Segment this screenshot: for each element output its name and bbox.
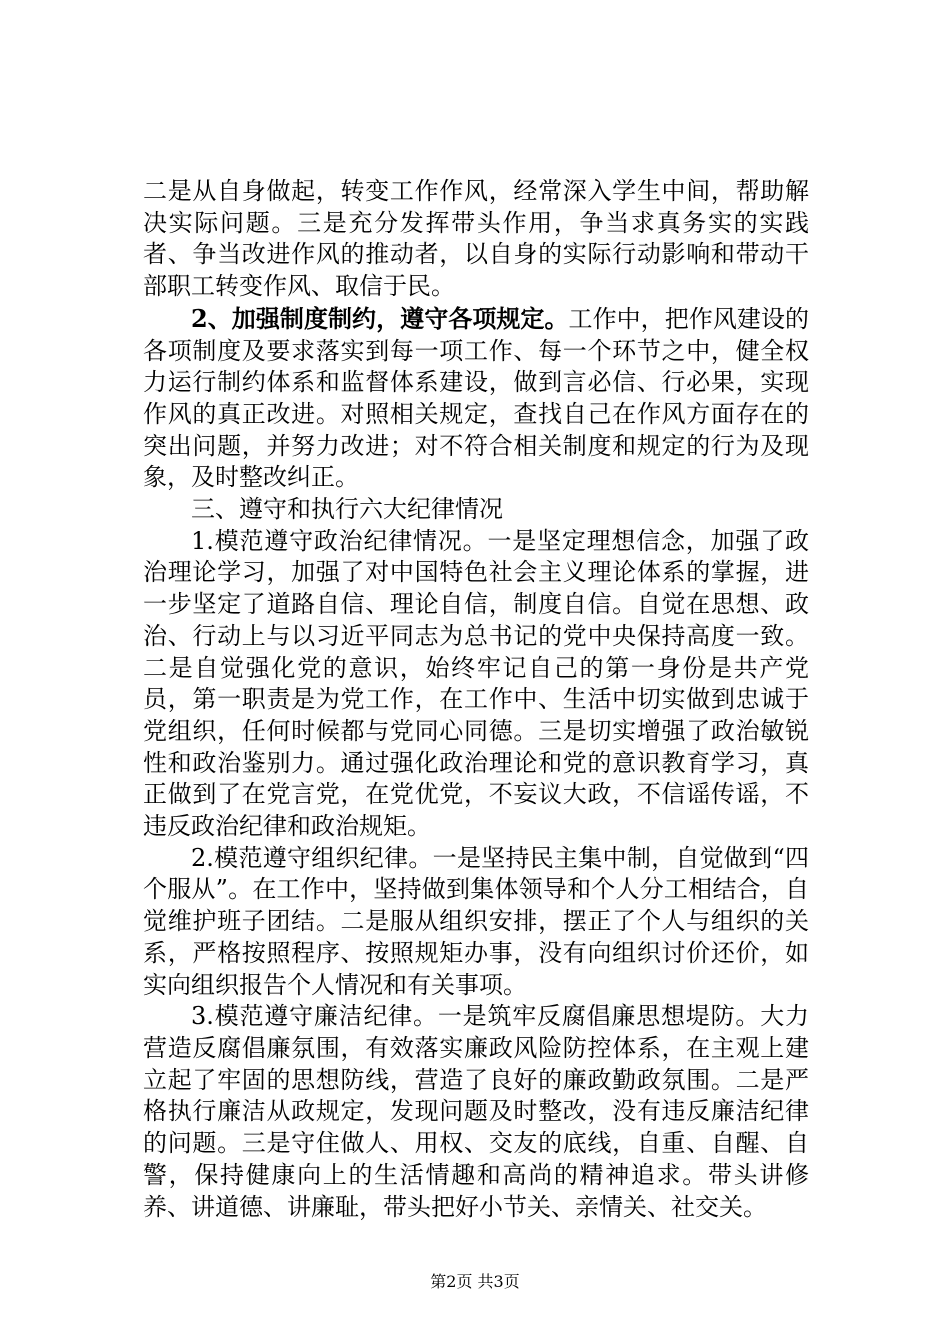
- paragraph-organizational-discipline: 2.模范遵守组织纪律。一是坚持民主集中制，自觉做到“四个服从”。在工作中，坚持做到集体领导和个人分工相结合，自觉维护班子团结。二是服从组织安排，摆正了个人与组织的关系，严格按照程序、按照规矩办事，没有向组织讨价还价，如实向组织报告个人情况和有关事项。: [143, 843, 809, 999]
- paragraph-integrity-discipline: 3.模范遵守廉洁纪律。一是筑牢反腐倡廉思想堤防。大力营造反腐倡廉氛围，有效落实廉政风险防控体系，在主观上建立起了牢固的思想防线，营造了良好的廉政勤政氛围。二是严格执行廉洁从政规定，发现问题及时整改，没有违反廉洁纪律的问题。三是守住做人、用权、交友的底线，自重、自醒、自警，保持健康向上的生活情趣和高尚的精神追求。带头讲修养、讲道德、讲廉耻，带头把好小节关、亲情关、社交关。: [143, 1002, 809, 1221]
- page-footer: [0, 1272, 950, 1292]
- paragraph-body: 工作中，把作风建设的各项制度及要求落实到每一项工作、每一个环节之中，健全权力运行制约体系和监督体系建设，做到言必信、行必果，实现作风的真正改进。对照相关规定，查找自己在作风方面存在的突出问题，并努力改进；对不符合相关制度和规定的行为及现象，及时整改纠正。: [143, 304, 809, 492]
- page-number-label: 第2页 共3页: [430, 1272, 520, 1291]
- paragraph-institutional-constraints: [143, 303, 809, 494]
- section-heading: 三、遵守和执行六大纪律情况: [191, 495, 503, 524]
- paragraph-lead-heading: 2、加强制度制约，遵守各项规定。: [191, 303, 569, 333]
- paragraph-political-discipline: 1.模范遵守政治纪律情况。一是坚定理想信念，加强了政治理论学习，加强了对中国特色社会主义理论体系的掌握，进一步坚定了道路自信、理论自信，制度自信。自觉在思想、政治、行动上与以习近平同志为总书记的党中央保持高度一致。二是自觉强化党的意识，始终牢记自己的第一身份是共产党员，第一职责是为党工作，在工作中、生活中切实做到忠诚于党组织，任何时候都与党同心同德。三是切实增强了政治敏锐性和政治鉴别力。通过强化政治理论和党的意识教育学习，真正做到了在党言党，在党优党，不妄议大政，不信谣传谣，不违反政治纪律和政治规矩。: [143, 526, 809, 841]
- paragraph-continuation: 二是从自身做起，转变工作作风，经常深入学生中间，帮助解决实际问题。三是充分发挥带头作用，争当求真务实的实践者、争当改进作风的推动者，以自身的实际行动影响和带动干部职工转变作风、取信于民。: [143, 177, 809, 301]
- document-body: [143, 176, 809, 1223]
